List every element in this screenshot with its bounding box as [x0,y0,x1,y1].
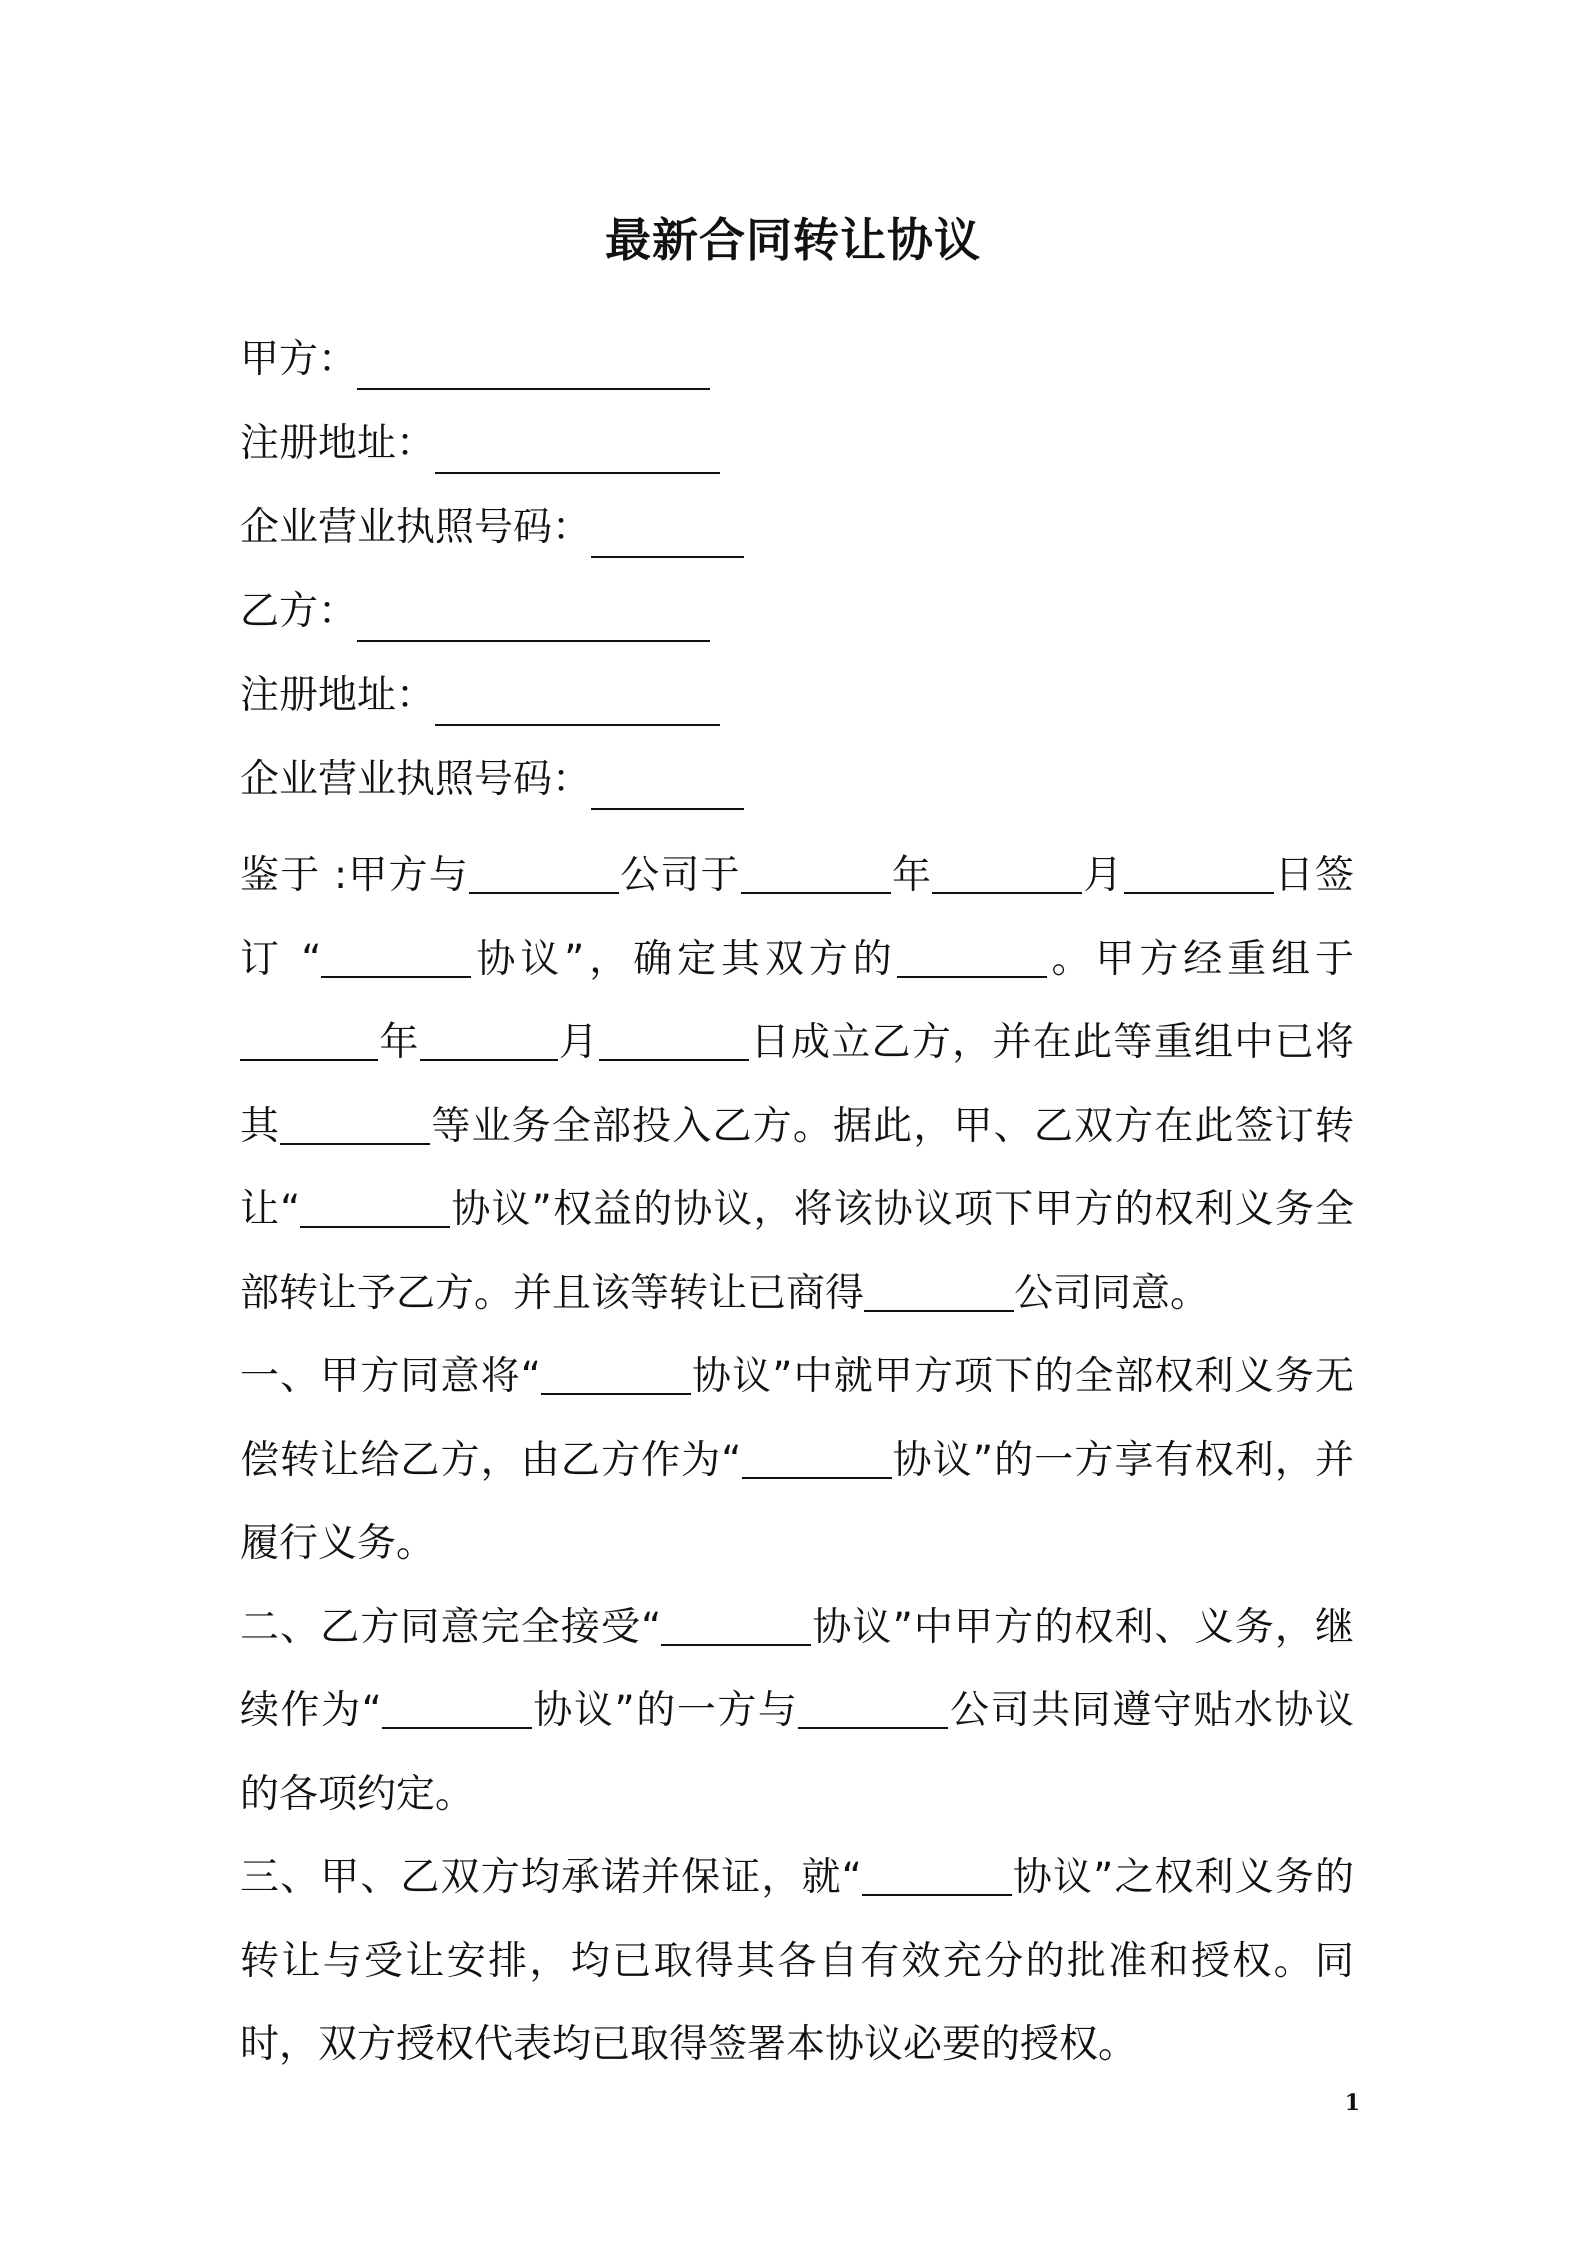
clause-2-text: 协议”中甲方的权利、义务，继续作为“ [240,1604,1354,1733]
party-b-address-field [240,666,1360,750]
party-a-license-blank[interactable] [591,504,744,558]
recital-text: 年 [378,1020,420,1065]
recital-text: 年 [890,853,933,898]
party-b-license-blank[interactable] [591,756,744,810]
party-b-address-blank[interactable] [435,672,720,726]
clause-1-text: 协议”中就甲方项下的全部权利义务无偿转让给乙方，由乙方作为“ [240,1354,1354,1483]
relationship-blank[interactable] [897,936,1047,978]
agreement-name-blank[interactable] [321,936,471,978]
document-title: 最新合同转让协议 [605,213,981,267]
recital-text: 鉴于 :甲方与 [240,853,469,898]
clause-3-paragraph [240,1836,1354,2087]
business-blank[interactable] [280,1103,430,1145]
page-number: 1 [1344,2090,1360,2116]
party-a-license-label: 企业营业执照号码： [240,505,592,550]
party-a-address-blank[interactable] [435,420,720,474]
clause-3-text: 三、甲、乙双方均承诺并保证，就“ [240,1855,862,1900]
recital-text: 日成立乙方，并在此等重组中已将其 [240,1020,1354,1149]
party-b-field [240,582,1360,666]
reorg-day-blank[interactable] [599,1019,749,1061]
party-a-license-field [240,498,1360,582]
day-blank[interactable] [1124,852,1274,894]
clause-1-text: 一、甲方同意将“ [240,1354,541,1399]
company-blank[interactable] [798,1687,948,1729]
party-b-label: 乙方： [240,589,358,634]
reorg-month-blank[interactable] [420,1019,558,1061]
agreement-name-blank[interactable] [541,1353,691,1395]
recital-text: 公司同意。 [1014,1270,1210,1316]
recital-text: 公司于 [618,853,741,898]
clause-1-text: 协议”的一方享有权利，并履行义务。 [240,1437,1354,1566]
agreement-name-blank[interactable] [742,1437,892,1479]
recital-text: 日签订 “ [240,853,1354,982]
party-a-blank[interactable] [357,336,710,390]
clause-2-text: 二、乙方同意完全接受“ [240,1604,662,1650]
recital-text: 协议”，确定其双方的 [471,936,897,982]
agreement-body [240,834,1354,2087]
party-info-section [240,330,1360,834]
clause-1-paragraph [240,1335,1354,1586]
consenting-company-blank[interactable] [864,1270,1014,1312]
recital-text: 等业务全部投入乙方。据此，甲、乙双方在此签订转让“ [240,1103,1354,1232]
party-b-blank[interactable] [357,588,710,642]
year-blank[interactable] [741,852,891,894]
party-a-field [240,330,1360,414]
clause-2-text: 公司共同遵守贴水协议的各项约定。 [240,1688,1354,1817]
clause-3-text: 协议”之权利义务的转让与受让安排，均已取得其各自有效充分的批准和授权。同时，双方授权代表均已取得签署本协议必要的授权。 [240,1855,1354,2067]
reorg-year-blank[interactable] [240,1019,378,1061]
month-blank[interactable] [932,852,1082,894]
company-blank[interactable] [469,852,619,894]
clause-2-paragraph [240,1586,1354,1837]
clause-2-text: 协议”的一方与 [531,1688,799,1733]
party-b-address-label: 注册地址： [240,673,436,718]
party-a-address-field [240,414,1360,498]
agreement-name-blank[interactable] [300,1186,450,1228]
recital-paragraph [240,834,1354,1335]
agreement-name-blank[interactable] [862,1854,1012,1896]
party-a-address-label: 注册地址： [240,421,436,466]
party-b-license-field [240,750,1360,834]
party-b-license-label: 企业营业执照号码： [240,757,592,802]
recital-text: 月 [1082,853,1124,898]
agreement-name-blank[interactable] [661,1604,811,1646]
recital-text: 。甲方经重组于 [1046,936,1354,982]
party-a-label: 甲方： [240,337,358,382]
recital-text: 月 [557,1020,600,1065]
recital-text: 协议”权益的协议，将该协议项下甲方的权利义务全部转让予乙方。并且该等转让已商得 [240,1187,1354,1316]
agreement-name-blank[interactable] [382,1687,532,1729]
